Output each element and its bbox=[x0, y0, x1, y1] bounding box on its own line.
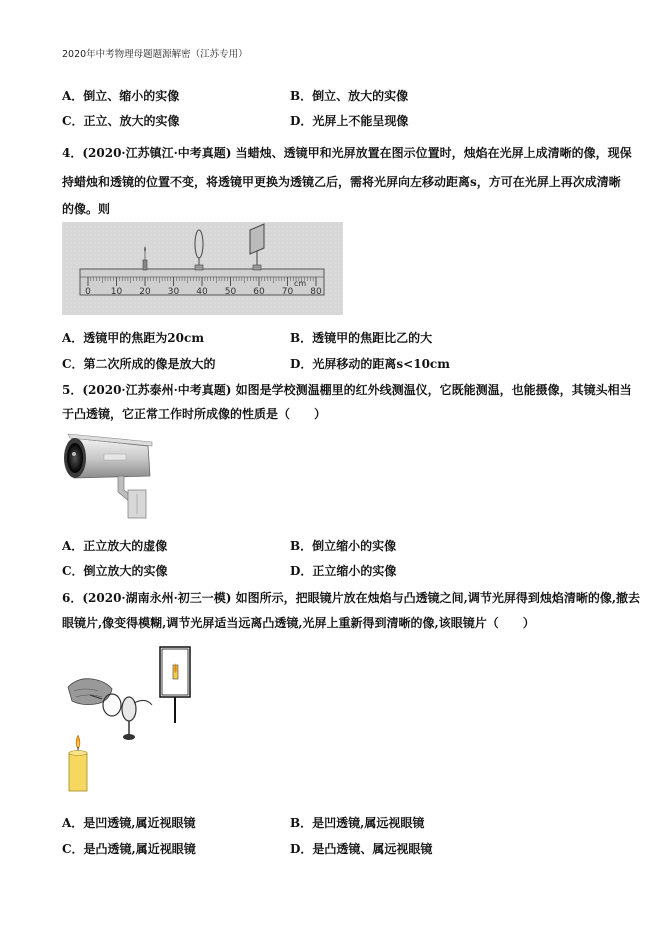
ruler-tick-label: 10 bbox=[110, 287, 123, 297]
ruler-tick-label: 70 bbox=[281, 287, 294, 297]
ruler-tick-label: 40 bbox=[196, 287, 208, 297]
q5-option-c[interactable]: C．倒立放大的实像 bbox=[62, 564, 168, 578]
q6-option-c[interactable]: C．是凸透镜,属近视眼镜 bbox=[62, 842, 196, 856]
experiment-drawing bbox=[62, 643, 192, 795]
hand-icon bbox=[68, 679, 112, 705]
q6-stem-line1: 6．(2020·湖南永州·初三一模) 如图所示，把眼镜片放在烛焰与凸透镜之间,调节光屏得到烛焰清晰的像,撤去 bbox=[62, 591, 640, 605]
q6-option-a[interactable]: A．是凹透镜,属近视眼镜 bbox=[62, 816, 196, 830]
lens-experiment-figure bbox=[62, 643, 192, 795]
q4-stem-line2: 持蜡烛和透镜的位置不变，将透镜甲更换为透镜乙后，需将光屏向左移动距离s，方可在光屏上再次成清晰 bbox=[62, 175, 621, 189]
candle-icon bbox=[69, 753, 87, 791]
lens-icon bbox=[122, 697, 136, 721]
q4-stem-line3: 的像。则 bbox=[62, 202, 111, 216]
candle-icon bbox=[143, 260, 147, 270]
optical-bench-drawing bbox=[62, 222, 343, 315]
ruler-tick-label: 0 bbox=[85, 287, 91, 297]
q5-option-b[interactable]: B．倒立缩小的实像 bbox=[290, 539, 397, 553]
thermometer-camera-figure bbox=[60, 428, 160, 526]
q5-option-a[interactable]: A．正立放大的虚像 bbox=[62, 539, 168, 553]
q6-stem-line2: 眼镜片,像变得模糊,调节光屏适当远离凸透镜,光屏上重新得到清晰的像,该眼镜片（ ） bbox=[62, 616, 535, 630]
prev-option-d[interactable]: D．光屏上不能呈现像 bbox=[290, 114, 409, 128]
unit-label: cm bbox=[294, 279, 307, 288]
q4-option-a[interactable]: A．透镜甲的焦距为20cm bbox=[62, 331, 205, 345]
q5-option-d[interactable]: D．正立缩小的实像 bbox=[290, 564, 397, 578]
q5-stem-line1: 5．(2020·江苏泰州·中考真题) 如图是学校测温棚里的红外线测温仪，它既能测温，也能摄像，其镜头相当 bbox=[62, 383, 632, 397]
camera-icon bbox=[60, 428, 160, 526]
optical-bench-figure bbox=[62, 222, 343, 315]
ruler-tick-label: 60 bbox=[253, 287, 265, 297]
ruler-tick-label: 20 bbox=[139, 287, 151, 297]
page-header: 2020年中考物理母题题源解密（江苏专用） bbox=[62, 49, 248, 60]
prev-option-b[interactable]: B．倒立、放大的实像 bbox=[290, 89, 409, 103]
q4-option-d[interactable]: D．光屏移动的距离s<10cm bbox=[290, 357, 450, 371]
ruler-tick-label: 30 bbox=[167, 287, 180, 297]
ruler-tick-label: 50 bbox=[224, 287, 237, 297]
q4-stem-line1: 4．(2020·江苏镇江·中考真题) 当蜡烛、透镜甲和光屏放置在图示位置时，烛焰在光屏上成清晰的像，现保 bbox=[62, 146, 632, 160]
prev-option-a[interactable]: A．倒立、缩小的实像 bbox=[62, 89, 180, 103]
q4-option-b[interactable]: B．透镜甲的焦距比乙的大 bbox=[290, 331, 433, 345]
q5-stem-line2: 于凸透镜，它正常工作时所成像的性质是（ ） bbox=[62, 407, 327, 421]
glasses-icon bbox=[103, 694, 121, 716]
q6-option-d[interactable]: D．是凸透镜、属远视眼镜 bbox=[290, 842, 433, 856]
prev-option-c[interactable]: C．正立、放大的实像 bbox=[62, 114, 180, 128]
q4-option-c[interactable]: C．第二次所成的像是放大的 bbox=[62, 357, 216, 371]
q6-option-b[interactable]: B．是凹透镜,属远视眼镜 bbox=[290, 816, 425, 830]
ruler-tick-label: 80 bbox=[310, 287, 322, 297]
